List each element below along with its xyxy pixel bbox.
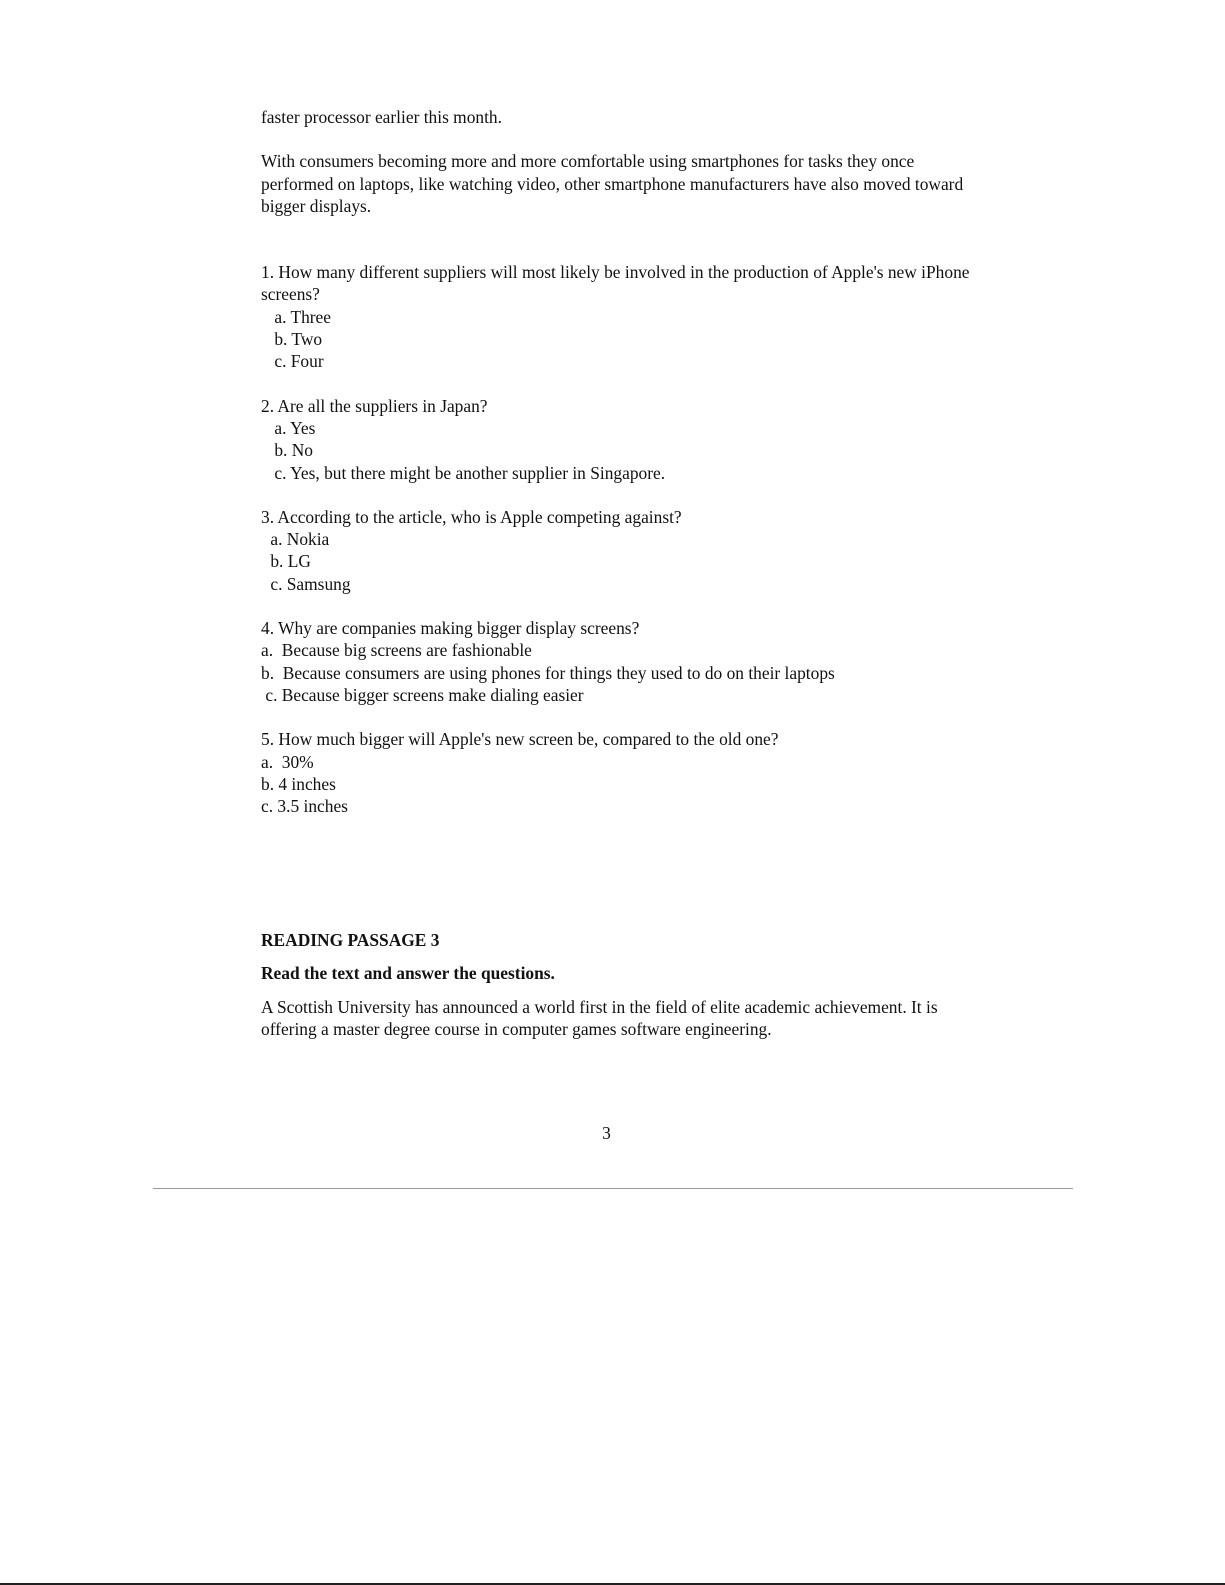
- question-title: 2. Are all the suppliers in Japan?: [261, 395, 488, 416]
- answer-option: b. Two: [270, 329, 323, 350]
- page-divider: [153, 1188, 1073, 1189]
- question-title: 1. How many different suppliers will most likely be involved in the production of Apple's new iPhone screens?: [261, 262, 970, 305]
- question-title: 3. According to the article, who is Apple competing against?: [261, 506, 682, 527]
- answer-option: b. No: [270, 440, 313, 461]
- answer-option: a. Yes: [270, 417, 316, 438]
- answer-option: c. Samsung: [266, 573, 351, 594]
- answer-option: a. Nokia: [266, 529, 330, 550]
- page-number: 3: [602, 1123, 611, 1143]
- question-2: [261, 395, 981, 484]
- question-1: [261, 261, 981, 372]
- answer-option: a. Three: [270, 306, 331, 327]
- answer-option: a. Because big screens are fashionable: [261, 640, 532, 661]
- answer-option: c. Four: [270, 351, 324, 372]
- question-title: 5. How much bigger will Apple's new screen be, compared to the old one?: [261, 729, 779, 750]
- section-instruction: Read the text and answer the questions.: [261, 962, 555, 983]
- question-5: [261, 728, 981, 817]
- answer-option: a. 30%: [261, 751, 314, 772]
- question-3: [261, 506, 981, 595]
- answer-option: b. 4 inches: [261, 773, 336, 794]
- answer-option: b. Because consumers are using phones for things they used to do on their laptops: [261, 662, 835, 683]
- section-intro-paragraph: A Scottish University has announced a world first in the field of elite academic achievement. It is offering a master degree course in computer games software engineering.: [261, 997, 938, 1040]
- question-4: [261, 617, 981, 706]
- section-heading: READING PASSAGE 3: [261, 930, 440, 951]
- page-content: [261, 106, 981, 1041]
- lead-fragment: faster processor earlier this month.: [261, 107, 502, 127]
- answer-option: b. LG: [266, 551, 311, 572]
- answer-option: c. 3.5 inches: [261, 796, 348, 817]
- answer-option: c. Yes, but there might be another supplier in Singapore.: [270, 462, 666, 483]
- body-paragraph: With consumers becoming more and more comfortable using smartphones for tasks they once performed on laptops, like watching video, other smartphone manufacturers have also moved toward bigger displays.: [261, 151, 964, 216]
- answer-option: c. Because bigger screens make dialing easier: [261, 684, 584, 705]
- question-title: 4. Why are companies making bigger display screens?: [261, 618, 640, 639]
